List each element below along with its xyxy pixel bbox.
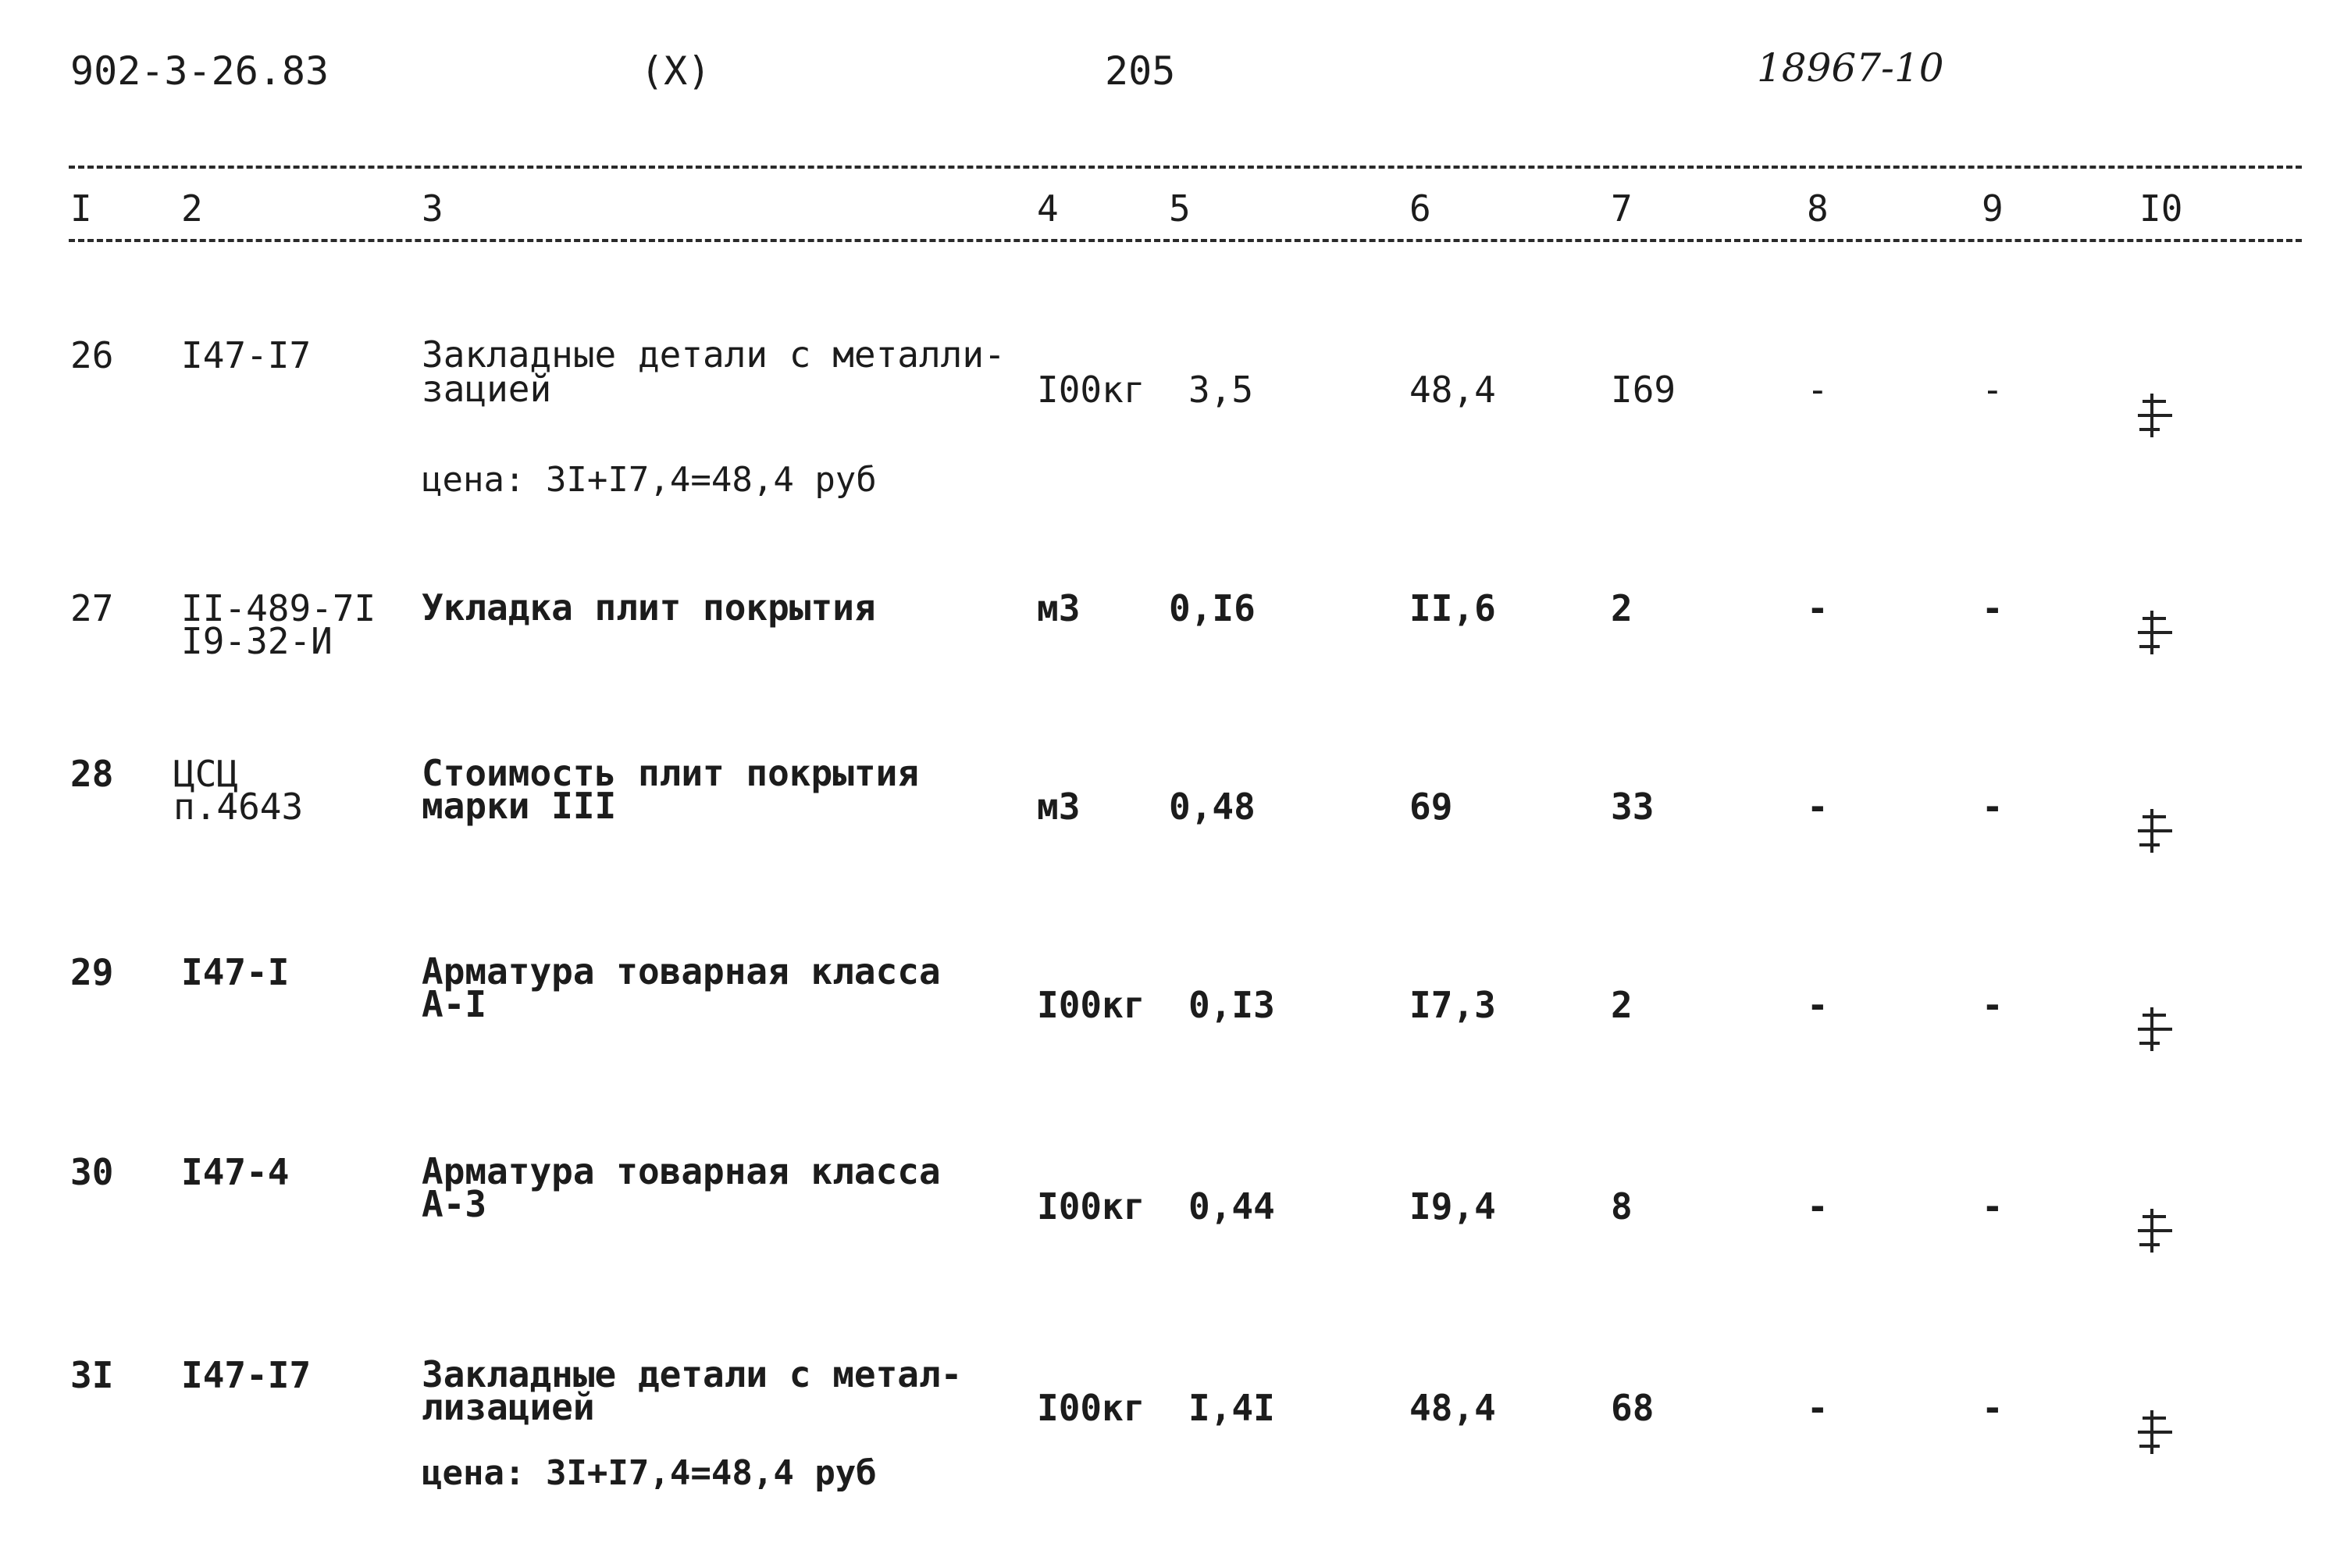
column-header-4: 4 — [1037, 187, 1059, 230]
quantity: 0,48 — [1169, 786, 1256, 828]
column-9-value: - — [1982, 587, 2004, 629]
norm-code: I47-4 — [181, 1151, 290, 1193]
total-cost: 68 — [1611, 1387, 1655, 1429]
column-8-value: - — [1807, 984, 1829, 1026]
work-description-line-1: Закладные детали с метал- — [422, 1353, 963, 1395]
column-header-3: 3 — [422, 187, 443, 230]
work-description-line-2: марки III — [422, 785, 617, 827]
column-header-6: 6 — [1409, 187, 1431, 230]
column-8-value: - — [1807, 786, 1829, 828]
work-description-line-2: лизацией — [422, 1386, 595, 1428]
total-cost: 33 — [1611, 786, 1655, 828]
row-number: 26 — [70, 334, 114, 376]
norm-code-line-1: ЦСЦ — [173, 753, 239, 795]
quantity: I,4I — [1188, 1387, 1275, 1429]
quantity: 3,5 — [1188, 369, 1254, 411]
total-cost: 2 — [1611, 587, 1633, 629]
row-number: 3I — [70, 1354, 114, 1396]
document-code: 902-3-26.83 — [70, 48, 329, 94]
unit-price: I7,3 — [1409, 984, 1496, 1026]
quantity: 0,I3 — [1188, 984, 1275, 1026]
column-9-value: - — [1982, 369, 2004, 411]
column-8-value: - — [1807, 587, 1829, 629]
column-header-9: 9 — [1982, 187, 2004, 230]
total-cost: 8 — [1611, 1185, 1633, 1228]
header-top-rule — [69, 166, 2302, 169]
row-number: 29 — [70, 951, 114, 993]
work-description-line-1: Закладные детали с металли- — [422, 333, 1006, 376]
column-header-8: 8 — [1807, 187, 1829, 230]
column-9-value: - — [1982, 1185, 2004, 1228]
column-header-10: I0 — [2139, 187, 2183, 230]
equals-minus-sign-icon — [2138, 1209, 2172, 1256]
column-header-7: 7 — [1611, 187, 1633, 230]
norm-code: I47-I7 — [181, 334, 312, 376]
equals-minus-sign-icon — [2138, 1007, 2172, 1054]
equals-minus-sign-icon — [2138, 1410, 2172, 1457]
column-header-1: I — [70, 187, 92, 230]
row-number: 30 — [70, 1151, 114, 1193]
equals-minus-sign-icon — [2138, 611, 2172, 657]
column-8-value: - — [1807, 1387, 1829, 1429]
total-cost: I69 — [1611, 369, 1676, 411]
equals-minus-sign-icon — [2138, 809, 2172, 856]
work-description-line-1: Арматура товарная класса — [422, 950, 941, 992]
work-description-line-2: зацией — [422, 368, 552, 410]
unit-price: 69 — [1409, 786, 1453, 828]
work-description-line-2: А-I — [422, 983, 487, 1025]
quantity: 0,I6 — [1169, 587, 1256, 629]
header-bottom-rule — [69, 239, 2302, 242]
unit: м3 — [1037, 587, 1081, 629]
work-description-line-1: Арматура товарная класса — [422, 1150, 941, 1192]
section-marker: (X) — [640, 48, 711, 94]
unit: I00кг — [1037, 1185, 1145, 1228]
price-note: цена: 3I+I7,4=48,4 руб — [422, 1453, 877, 1493]
page-number: 205 — [1105, 48, 1176, 94]
unit: I00кг — [1037, 369, 1145, 411]
norm-code: I47-I7 — [181, 1354, 312, 1396]
unit-price: 48,4 — [1409, 1387, 1496, 1429]
column-header-5: 5 — [1169, 187, 1191, 230]
unit: м3 — [1037, 786, 1081, 828]
norm-code-line-2: I9-32-И — [181, 620, 333, 662]
row-number: 27 — [70, 587, 114, 629]
column-header-2: 2 — [181, 187, 203, 230]
norm-code: I47-I — [181, 951, 290, 993]
quantity: 0,44 — [1188, 1185, 1275, 1228]
column-8-value: - — [1807, 1185, 1829, 1228]
column-9-value: - — [1982, 1387, 2004, 1429]
column-8-value: - — [1807, 369, 1829, 411]
unit-price: I9,4 — [1409, 1185, 1496, 1228]
column-9-value: - — [1982, 786, 2004, 828]
unit: I00кг — [1037, 984, 1145, 1026]
unit-price: 48,4 — [1409, 369, 1496, 411]
total-cost: 2 — [1611, 984, 1633, 1026]
unit-price: II,6 — [1409, 587, 1496, 629]
reference-number: 18967-10 — [1757, 45, 1944, 91]
work-description-line-1: Укладка плит покрытия — [422, 586, 876, 629]
norm-code-line-1: II-489-7I — [181, 587, 376, 629]
equals-minus-sign-icon — [2138, 394, 2172, 440]
work-description-line-1: Стоимость плит покрытия — [422, 752, 919, 794]
unit: I00кг — [1037, 1387, 1145, 1429]
row-number: 28 — [70, 753, 114, 795]
price-note: цена: 3I+I7,4=48,4 руб — [422, 460, 877, 500]
norm-code-line-2: п.4643 — [173, 786, 304, 828]
work-description-line-2: А-3 — [422, 1183, 487, 1225]
column-9-value: - — [1982, 984, 2004, 1026]
